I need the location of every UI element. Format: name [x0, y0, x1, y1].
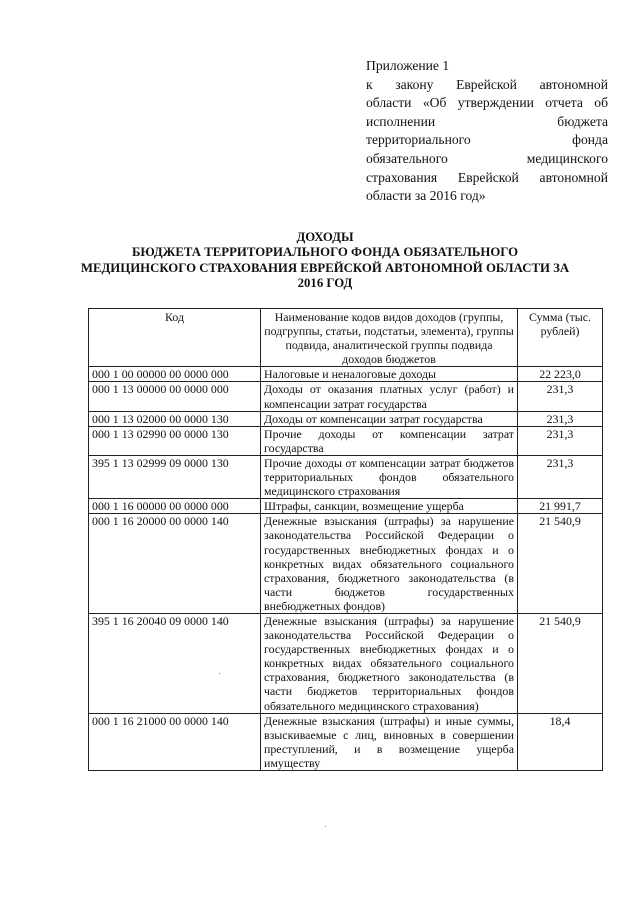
row-code: 000 1 13 02990 00 0000 130 — [89, 426, 261, 455]
row-code: 000 1 16 20000 00 0000 140 — [89, 514, 261, 614]
heading-line: МЕДИЦИНСКОГО СТРАХОВАНИЯ ЕВРЕЙСКОЙ АВТОНОМНОЙ ОБЛАСТИ ЗА — [80, 260, 570, 275]
row-code: 395 1 13 02999 09 0000 130 — [89, 455, 261, 498]
row-name: Штрафы, санкции, возмещение ущерба — [261, 499, 518, 514]
annex-block — [366, 57, 608, 206]
row-name: Денежные взыскания (штрафы) за нарушение законодательства Российской Федерации о государственных внебюджетных фондах и о конкретных видах обязательного социального страхования, бюджетного законодательства (в части бюджетов территориальных фондов обязательного медицинского страхования) — [261, 613, 518, 713]
row-code: 395 1 16 20040 09 0000 140 — [89, 613, 261, 713]
row-name: Доходы от оказания платных услуг (работ) и компенсации затрат государства — [261, 382, 518, 411]
table-row — [89, 382, 603, 411]
table-row — [89, 613, 603, 713]
header-code: Код — [89, 309, 261, 367]
document-heading — [75, 230, 575, 291]
scan-speck — [325, 826, 326, 827]
row-name: Налоговые и неналоговые доходы — [261, 367, 518, 382]
row-sum: 231,3 — [518, 411, 603, 426]
row-sum: 18,4 — [518, 713, 603, 770]
row-name: Денежные взыскания (штрафы) и иные суммы, взыскиваемые с лиц, виновных в совершении преступлений, и в возмещение ущерба имуществу — [261, 713, 518, 770]
annex-title: Приложение 1 — [366, 58, 450, 73]
heading-line: 2016 ГОД — [297, 275, 353, 290]
row-code: 000 1 13 00000 00 0000 000 — [89, 382, 261, 411]
row-code: 000 1 16 21000 00 0000 140 — [89, 713, 261, 770]
row-sum: 22 223,0 — [518, 367, 603, 382]
table-row — [89, 713, 603, 770]
heading-line: ДОХОДЫ — [296, 230, 354, 244]
annex-line: территориального фонда — [366, 132, 608, 148]
row-code: 000 1 00 00000 00 0000 000 — [89, 367, 261, 382]
annex-line: страхования Еврейской автономной — [366, 169, 608, 185]
row-code: 000 1 13 02000 00 0000 130 — [89, 411, 261, 426]
row-name: Денежные взыскания (штрафы) за нарушение законодательства Российской Федерации о государственных внебюджетных фондах и о конкретных видах обязательного социального страхования, бюджетного законодательства (в части бюджетов государственных внебюджетных фондов) — [261, 514, 518, 614]
table-row — [89, 426, 603, 455]
annex-line: обязательного медицинского — [366, 150, 608, 166]
row-code: 000 1 16 00000 00 0000 000 — [89, 499, 261, 514]
row-name: Прочие доходы от компенсации затрат бюджетов территориальных фондов обязательного медицинского страхования — [261, 455, 518, 498]
row-sum: 231,3 — [518, 426, 603, 455]
scan-speck — [219, 673, 220, 674]
row-sum: 231,3 — [518, 382, 603, 411]
annex-line: исполнении бюджета — [366, 113, 608, 129]
table-header-row — [89, 309, 603, 367]
row-name: Прочие доходы от компенсации затрат государства — [261, 426, 518, 455]
annex-line: к закону Еврейской автономной — [366, 76, 608, 92]
row-sum: 21 540,9 — [518, 613, 603, 713]
row-name: Доходы от компенсации затрат государства — [261, 411, 518, 426]
table-row — [89, 455, 603, 498]
header-name: Наименование кодов видов доходов (группы, подгруппы, статьи, подстатьи, элемента), группы подвида, аналитической группы подвида доходов бюджетов — [261, 309, 518, 367]
annex-line: области за 2016 год» — [366, 188, 486, 204]
table-row — [89, 411, 603, 426]
table-row — [89, 514, 603, 614]
table-row — [89, 499, 603, 514]
row-sum: 231,3 — [518, 455, 603, 498]
row-sum: 21 991,7 — [518, 499, 603, 514]
revenue-table — [88, 308, 603, 771]
table-row — [89, 367, 603, 382]
row-sum: 21 540,9 — [518, 514, 603, 614]
header-sum: Сумма (тыс. рублей) — [518, 309, 603, 367]
annex-line: области «Об утверждении отчета об — [366, 95, 608, 111]
heading-line: БЮДЖЕТА ТЕРРИТОРИАЛЬНОГО ФОНДА ОБЯЗАТЕЛЬНОГО — [131, 245, 519, 260]
